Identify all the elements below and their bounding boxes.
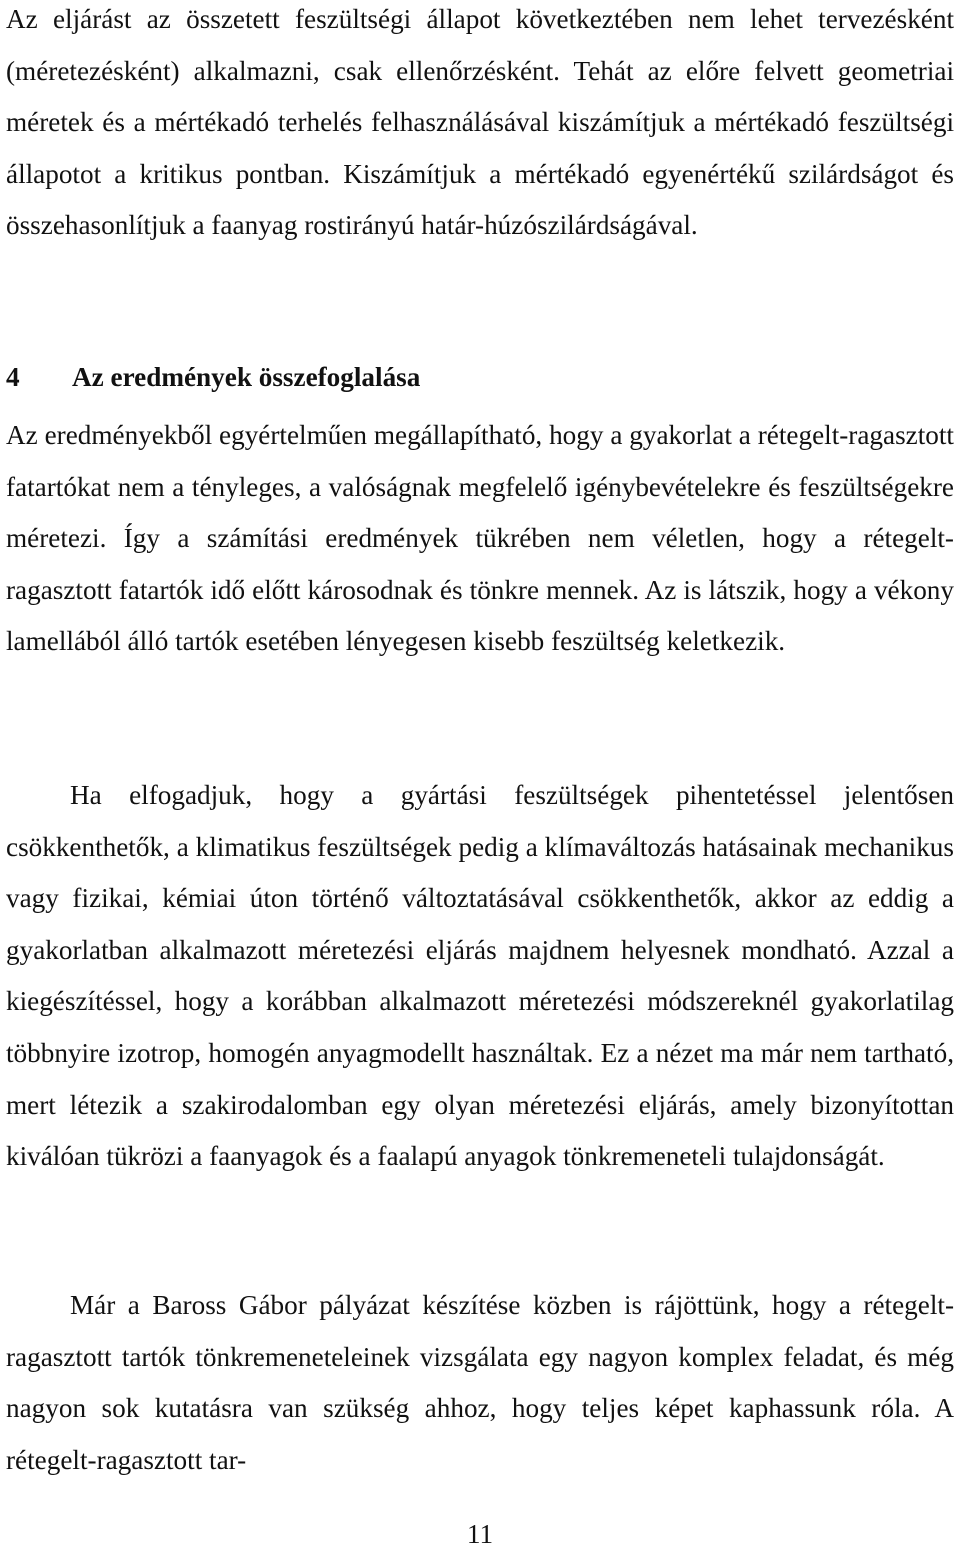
section-number: 4 bbox=[6, 362, 20, 392]
paragraph-verification-method: Az eljárást az összetett feszültségi állapot következtében nem lehet tervezésként (méretezésként) alkalmazni, csak ellenőrzésként. Tehát az előre felvett geometriai méretek és a mértékadó terhelés felhasználásával kiszámítjuk a mértékadó feszültségi állapotot a kritikus pontban. Kiszámítjuk a mértékadó egyenértékű szilárdságot és összehasonlítjuk a faanyag rostirányú határ-húzószilárdságával. bbox=[6, 4, 954, 241]
section-heading bbox=[6, 352, 954, 404]
page-number: 11 bbox=[466, 1519, 494, 1549]
paragraph-stress-reduction: Ha elfogadjuk, hogy a gyártási feszültségek pihentetéssel jelentősen csökkenthetők, a klimatikus feszültségek pedig a klímaváltozás hatásainak mechanikus vagy fizikai, kémiai úton történő változtatásával csökkenthetők, akkor az eddig a gyakorlatban alkalmazott méretezési eljárás majdnem helyesnek mondható. Azzal a kiegészítéssel, hogy a korábban alkalmazott méretezési módszereknél gyakorlatilag többnyire izotrop, homogén anyagmodellt használtak. Ez a nézet ma már nem tartható, mert létezik a szakirodalomban egy olyan méretezési eljárás, amely bizonyítottan kiválóan tükrözi a faanyagok és a faalapú anyagok tönkremeneteli tulajdonságát. bbox=[6, 780, 954, 1172]
paragraph-baross-gabor: Már a Baross Gábor pályázat készítése közben is rájöttünk, hogy a rétegelt-ragasztott tartók tönkremeneteleinek vizsgálata egy nagyon komplex feladat, és még nagyon sok kutatásra van szükség ahhoz, hogy teljes képet kaphassunk róla. A rétegelt-ragasztott tar- bbox=[6, 1290, 954, 1475]
paragraph-results: Az eredményekből egyértelműen megállapítható, hogy a gyakorlat a rétegelt-ragasztott fatartókat nem a tényleges, a valóságnak megfelelő igénybevételekre és feszültségekre méretezi. Így a számítási eredmények tükrében nem véletlen, hogy a rétegelt-ragasztott fatartók idő előtt károsodnak és tönkre mennek. Az is látszik, hogy a vékony lamellából álló tartók esetében lényegesen kisebb feszültség keletkezik. bbox=[6, 420, 954, 657]
section-title: Az eredmények összefoglalása bbox=[72, 362, 421, 392]
